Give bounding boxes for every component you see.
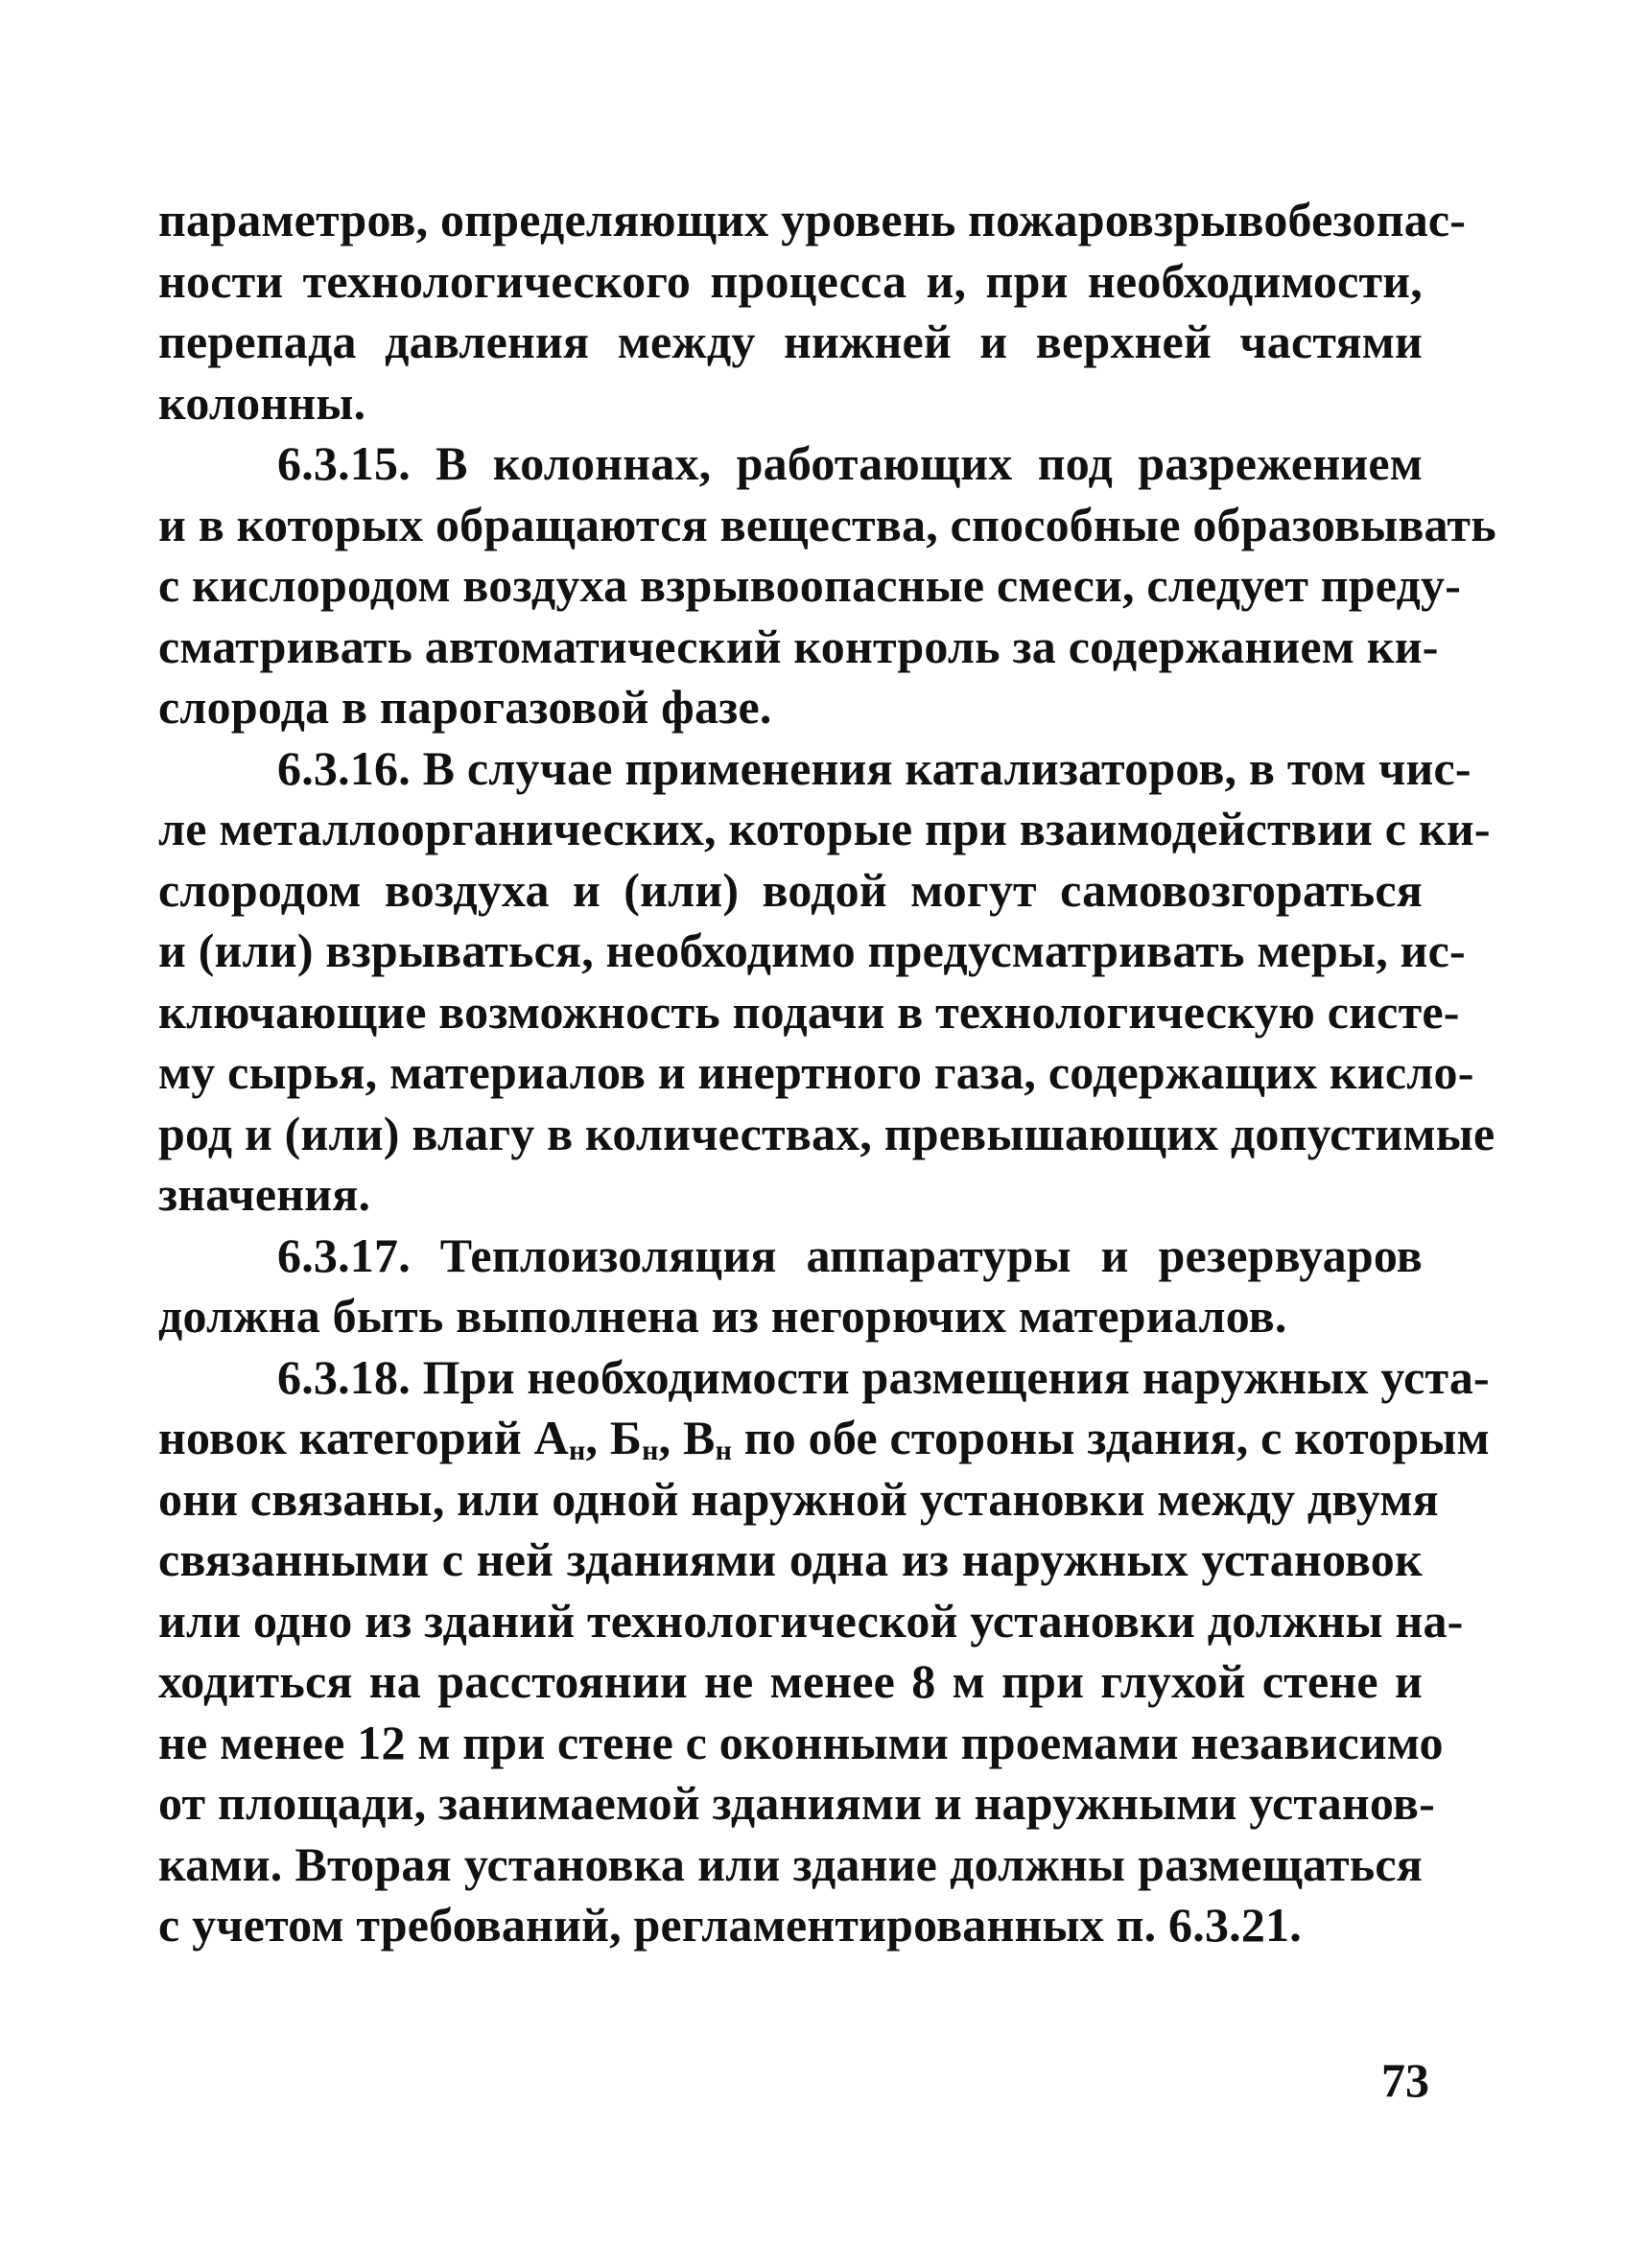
text-line: или одно из зданий технологической установки должны на- xyxy=(158,1593,1464,1648)
text-line xyxy=(158,1408,1490,1469)
text-line: они связаны, или одной наружной установки между двумя xyxy=(158,1471,1439,1526)
text-line: 6.3.18. При необходимости размещения наружных уста- xyxy=(277,1349,1490,1404)
text-line: 6.3.16. В случае применения катализаторов, в том чис- xyxy=(277,740,1471,795)
text-fragment: по обе стороны здания, с которым xyxy=(732,1411,1490,1464)
paragraph-6-3-15 xyxy=(158,433,1496,738)
paragraph-6-3-18 xyxy=(158,1347,1490,1956)
paragraph-continuation xyxy=(158,190,1467,433)
text-line: 6.3.15. В колоннах, работающих под разрежением xyxy=(277,436,1423,490)
text-fragment: , В xyxy=(658,1411,716,1464)
subscript-n: н xyxy=(715,1435,733,1466)
text-line: не менее 12 м при стене с оконными проемами независимо xyxy=(158,1715,1444,1769)
text-fragment: , Б xyxy=(585,1411,643,1464)
page-number: 73 xyxy=(1381,2053,1429,2107)
subscript-n: н xyxy=(568,1435,586,1466)
paragraph-6-3-17 xyxy=(158,1226,1423,1347)
text-line: слорода в парогазовой фазе. xyxy=(158,680,772,734)
text-line: сматривать автоматический контроль за содержанием ки- xyxy=(158,619,1439,673)
text-line: значения. xyxy=(158,1167,371,1221)
text-line: ности технологического процесса и, при необходимости, xyxy=(158,253,1423,308)
text-line: слородом воздуха и (или) водой могут самовозгораться xyxy=(158,862,1423,917)
text-line: колонны. xyxy=(158,375,366,430)
text-line: му сырья, материалов и инертного газа, содержащих кисло- xyxy=(158,1045,1474,1099)
body-text xyxy=(158,190,1496,1956)
subscript-n: н xyxy=(642,1435,659,1466)
text-line: 6.3.17. Теплоизоляция аппаратуры и резервуаров xyxy=(277,1228,1423,1282)
text-line: перепада давления между нижней и верхней частями xyxy=(158,315,1423,368)
text-line: ходиться на расстоянии не менее 8 м при глухой стене и xyxy=(158,1654,1423,1708)
text-line: ле металлоорганических, которые при взаимодействии с ки- xyxy=(158,802,1491,855)
text-line: род и (или) влагу в количествах, превышающих допустимые xyxy=(158,1106,1495,1160)
paragraph-6-3-16 xyxy=(158,738,1495,1226)
text-line: должна быть выполнена из негорючих материалов. xyxy=(158,1289,1287,1343)
text-line: от площади, занимаемой зданиями и наружными установ- xyxy=(158,1776,1435,1830)
text-line: и в которых обращаются вещества, способные образовывать xyxy=(158,497,1496,551)
text-line: ключающие возможность подачи в технологическую систе- xyxy=(158,984,1460,1039)
text-line: ками. Вторая установка или здание должны размещаться xyxy=(158,1836,1423,1891)
text-line: и (или) взрываться, необходимо предусматривать меры, ис- xyxy=(158,924,1466,977)
text-line: с кислородом воздуха взрывоопасные смеси, следует преду- xyxy=(158,558,1462,612)
text-line: связанными с ней зданиями одна из наружных установок xyxy=(158,1532,1423,1586)
text-fragment: новок категорий А xyxy=(158,1411,569,1464)
text-line: параметров, определяющих уровень пожаровзрывобезопас- xyxy=(158,193,1467,246)
text-line: с учетом требований, регламентированных п. 6.3.21. xyxy=(158,1898,1302,1952)
